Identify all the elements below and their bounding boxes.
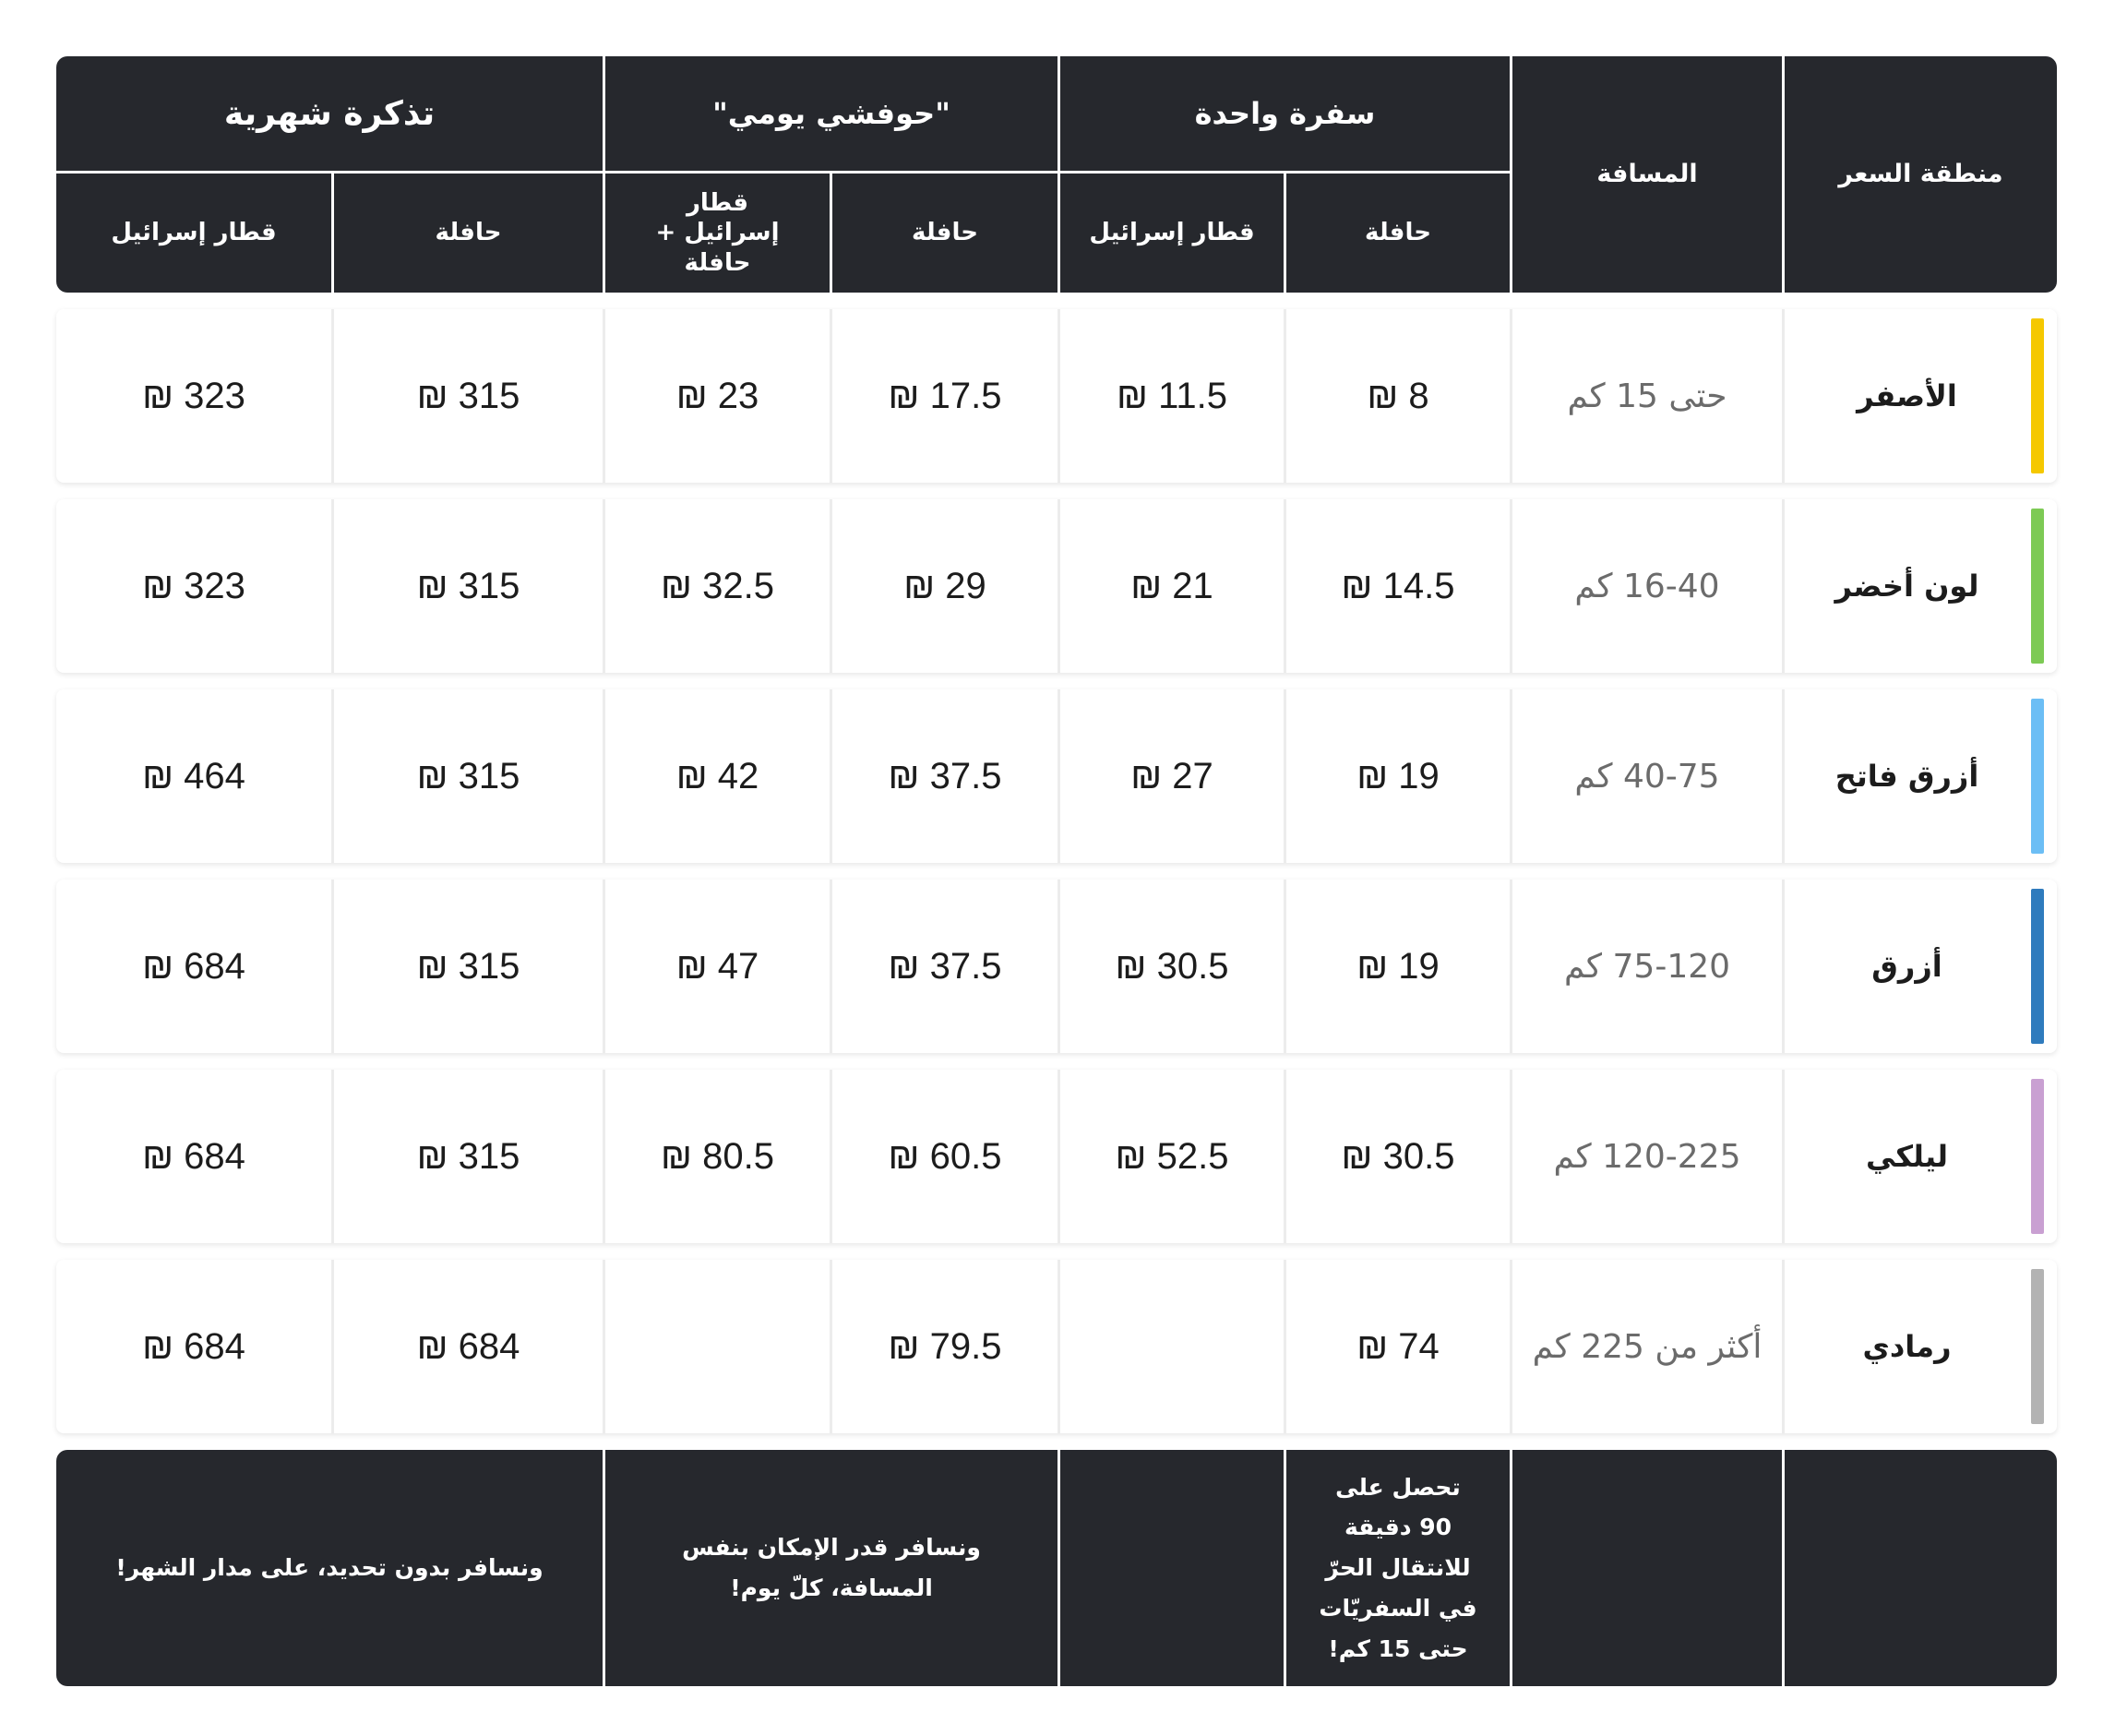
zone-color-bar [2031,889,2044,1044]
header-single-trip: سفرة واحدة [1058,56,1510,174]
monthly-bus-price: ₪ 315 [331,499,603,673]
monthly-train-price: ₪ 684 [142,945,245,987]
monthly-bus-price: ₪ 315 [331,689,603,863]
table-row [56,1070,2057,1243]
zone-cell [1782,880,2057,1053]
single-train-price: ₪ 52.5 [1058,1070,1284,1243]
monthly-train-price: ₪ 684 [142,1325,245,1367]
zone-cell [1782,689,2057,863]
single-bus-price: ₪ 8 [1284,309,1510,483]
daily-bus-price: ₪ 17.5 [830,309,1058,483]
distance-cell: أكثر من 225 كم [1510,1260,1782,1433]
zone-label: أزرق [1871,949,1942,984]
header-daily: "حوفشي يومي" [603,56,1058,174]
single-bus-price: ₪ 30.5 [1284,1070,1510,1243]
single-bus-price: ₪ 74 [1284,1260,1510,1433]
zone-label: ليلكي [1865,1139,1949,1174]
daily-bus-price: ₪ 37.5 [830,880,1058,1053]
table-row [56,689,2057,863]
header-daily-bus: حافلة [830,174,1058,293]
distance-cell: 120-225 كم [1510,1070,1782,1243]
monthly-bus-price: ₪ 315 [331,309,603,483]
distance-cell: 75-120 كم [1510,880,1782,1053]
monthly-train-price: ₪ 323 [142,375,245,416]
single-train-price: ₪ 30.5 [1058,880,1284,1053]
zone-color-bar [2031,699,2044,854]
single-train-price: ₪ 21 [1058,499,1284,673]
distance-cell: حتى 15 كم [1510,309,1782,483]
zone-label: رمادي [1862,1329,1952,1364]
table-row [56,499,2057,673]
daily-bus-price: ₪ 60.5 [830,1070,1058,1243]
zone-cell [1782,1070,2057,1243]
distance-cell: 40-75 كم [1510,689,1782,863]
footer-distance-empty [1510,1450,1782,1686]
zone-cell [1782,499,2057,673]
monthly-train-price: ₪ 323 [142,565,245,606]
daily-bus-price: ₪ 29 [830,499,1058,673]
header-zone: منطقة السعر [1782,56,2057,293]
zone-cell [1782,309,2057,483]
header-monthly-train: قطار إسرائيل [111,219,277,247]
monthly-train-price: ₪ 464 [142,755,245,796]
table-footer [56,1450,2057,1686]
single-train-price [1058,1260,1284,1433]
single-train-price: ₪ 27 [1058,689,1284,863]
monthly-bus-price: ₪ 684 [331,1260,603,1433]
zone-cell [1782,1260,2057,1433]
footer-single-train-empty [1058,1450,1284,1686]
single-bus-price: ₪ 14.5 [1284,499,1510,673]
zone-label: الأصفر [1857,378,1957,413]
footer-zone-empty [1782,1450,2057,1686]
daily-train-bus-price [603,1260,830,1433]
daily-train-bus-price: ₪ 47 [603,880,830,1053]
distance-cell: 16-40 كم [1510,499,1782,673]
table-header [56,56,2057,293]
table-row [56,1260,2057,1433]
daily-bus-price: ₪ 37.5 [830,689,1058,863]
footer-single-bus-note: تحصل على 90 دقيقة للانتقال الحرّ في السفريّات حتى 15 كم! [1284,1450,1510,1686]
daily-train-bus-price: ₪ 80.5 [603,1070,830,1243]
header-daily-train-bus: قطار إسرائيل + حافلة [603,174,830,293]
daily-bus-price: ₪ 79.5 [830,1260,1058,1433]
daily-train-bus-price: ₪ 32.5 [603,499,830,673]
monthly-bus-price: ₪ 315 [331,880,603,1053]
header-single-bus: حافلة [1284,174,1510,293]
header-monthly: تذكرة شهرية [56,56,603,174]
daily-train-bus-price: ₪ 23 [603,309,830,483]
zone-color-bar [2031,318,2044,473]
single-bus-price: ₪ 19 [1284,689,1510,863]
footer-monthly-note: ونسافر بدون تحديد، على مدار الشهر! [115,1554,544,1582]
table-row [56,309,2057,483]
zone-color-bar [2031,1269,2044,1424]
header-distance: المسافة [1510,56,1782,293]
footer-daily-note: ونسافر قدر الإمكان بنفس المسافة، كلّ يوم! [603,1450,1058,1686]
zone-label: أزرق فاتح [1834,759,1979,794]
monthly-bus-price: ₪ 315 [331,1070,603,1243]
header-single-train: قطار إسرائيل [1058,174,1284,293]
monthly-train-price: ₪ 684 [142,1135,245,1177]
zone-color-bar [2031,1079,2044,1234]
single-bus-price: ₪ 19 [1284,880,1510,1053]
zone-color-bar [2031,509,2044,664]
table-row [56,880,2057,1053]
header-monthly-bus: حافلة [331,174,603,293]
zone-label: لون أخضر [1834,569,1979,604]
daily-train-bus-price: ₪ 42 [603,689,830,863]
single-train-price: ₪ 11.5 [1058,309,1284,483]
fare-table [56,56,2057,1686]
